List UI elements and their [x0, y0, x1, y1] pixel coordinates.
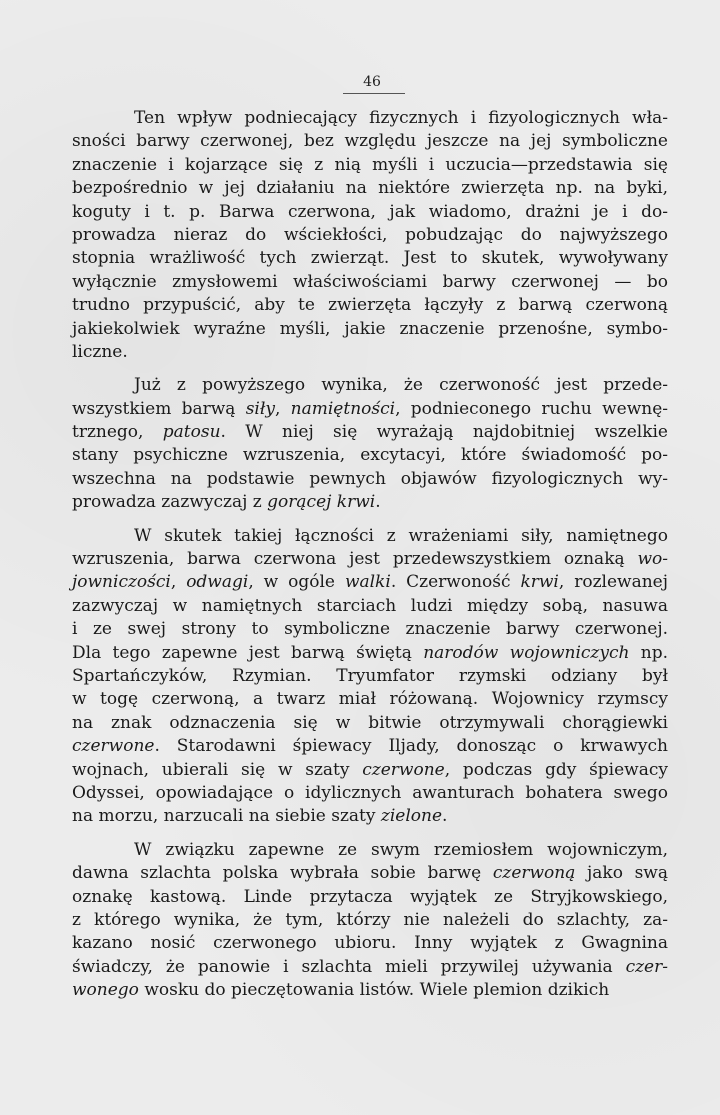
text-run: W związku zapewne ze swym rzemiosłem wojowniczym, — [134, 839, 668, 860]
text-run: stany psychiczne wzruszenia, excytacyi, które świadomość po- — [72, 445, 668, 466]
italic-text-run: wo- — [637, 549, 668, 570]
italic-text-run: zielone — [380, 806, 443, 827]
text-line — [72, 130, 668, 153]
text-line — [72, 201, 668, 224]
text-line — [72, 525, 668, 548]
header-rule — [343, 93, 405, 94]
text-run: Odyssei, opowiadające o idylicznych awanturach bohatera swego — [72, 782, 668, 803]
italic-text-run: czerwone — [72, 736, 155, 757]
text-run: , w ogóle — [248, 572, 345, 593]
italic-text-run: czerwone — [362, 759, 445, 780]
text-line — [72, 595, 668, 618]
text-run: Dla tego zapewne jest barwą świętą — [72, 642, 424, 663]
text-line — [72, 909, 668, 932]
text-run: . — [375, 492, 381, 513]
text-run: liczne. — [72, 341, 128, 362]
text-line — [72, 932, 668, 955]
text-run: , podnieconego ruchu wewnę- — [395, 398, 669, 419]
text-line — [72, 271, 668, 294]
text-run: z którego wynika, że tym, którzy nie należeli do szlachty, za- — [72, 909, 668, 930]
text-run: świadczy, że panowie i szlachta mieli przywilej używania — [72, 956, 626, 977]
text-line — [72, 318, 668, 341]
text-run: wszystkiem barwą — [72, 398, 246, 419]
text-line — [72, 862, 668, 885]
text-line — [72, 956, 668, 979]
text-line — [72, 839, 668, 862]
paragraph — [72, 839, 668, 1003]
text-line — [72, 735, 668, 758]
text-line — [72, 712, 668, 735]
text-run: W skutek takiej łączności z wrażeniami siły, namiętnego — [134, 525, 668, 546]
paragraph — [72, 107, 668, 364]
text-run: . — [442, 806, 448, 827]
text-run: Już z powyższego wynika, że czerwoność jest przede- — [134, 375, 668, 396]
paragraph — [72, 525, 668, 829]
text-line — [72, 571, 668, 594]
text-run: prowadza zazwyczaj z — [72, 492, 268, 513]
text-run: koguty i t. p. Barwa czerwona, jak wiadomo, drażni je i do- — [72, 201, 668, 222]
italic-text-run: siły — [245, 398, 275, 419]
italic-text-run: jowniczości — [72, 572, 171, 593]
text-run: jako swą — [575, 863, 668, 884]
text-line — [72, 294, 668, 317]
text-run: prowadza nieraz do wściekłości, pobudzając do najwyższego — [72, 224, 668, 245]
paragraph — [72, 374, 668, 514]
page-number: 46 — [363, 74, 381, 90]
italic-text-run: walki — [344, 572, 391, 593]
italic-text-run: odwagi — [186, 572, 249, 593]
text-run: wyłącznie zmysłowemi właściwościami barwy czerwonej — bo — [72, 271, 668, 292]
text-run: . Czerwoność — [390, 572, 521, 593]
text-line — [72, 177, 668, 200]
text-run: i ze swej strony to symboliczne znaczenie barwy czerwonej. — [72, 619, 668, 640]
text-run: dawna szlachta polska wybrała sobie barwę — [72, 863, 493, 884]
text-run: sności barwy czerwonej, bez względu jeszcze na jej symboliczne — [72, 131, 668, 152]
text-run: , — [170, 572, 187, 593]
text-line — [72, 421, 668, 444]
italic-text-run: czerwoną — [492, 863, 576, 884]
text-run: trznego, — [72, 422, 163, 443]
text-run: , rozlewanej — [558, 572, 668, 593]
text-line — [72, 374, 668, 397]
text-run: w togę czerwoną, a twarz miał różowaną. Wojownicy rzymscy — [72, 689, 668, 710]
text-run: trudno przypuścić, aby te zwierzęta łączyły z barwą czerwoną — [72, 295, 668, 316]
text-line — [72, 805, 668, 828]
text-line — [72, 224, 668, 247]
text-run: oznakę kastową. Linde przytacza wyjątek ze Stryjkowskiego, — [72, 886, 668, 907]
body-text — [72, 107, 668, 1002]
italic-text-run: gorącej krwi — [267, 492, 376, 513]
text-line — [72, 107, 668, 130]
text-line — [72, 688, 668, 711]
text-run: wzruszenia, barwa czerwona jest przedewszystkiem oznaką — [72, 549, 638, 570]
text-line — [72, 618, 668, 641]
text-line — [72, 341, 668, 364]
text-run: wosku do pieczętowania listów. Wiele plemion dzikich — [138, 980, 610, 1001]
italic-text-run: narodów wojowniczych — [423, 642, 630, 663]
text-line — [72, 782, 668, 805]
text-line — [72, 491, 668, 514]
text-run: na znak odznaczenia się w bitwie otrzymywali chorągiewki — [72, 712, 668, 733]
text-run: kazano nosić czerwonego ubioru. Inny wyjątek z Gwagnina — [72, 933, 668, 954]
text-line — [72, 886, 668, 909]
italic-text-run: czer- — [625, 956, 668, 977]
text-run: Ten wpływ podniecający fizycznych i fizyologicznych wła- — [134, 108, 668, 128]
text-run: znaczenie i kojarzące się z nią myśli i uczucia—przedstawia się — [72, 154, 668, 175]
text-line — [72, 154, 668, 177]
text-run: wszechna na podstawie pewnych objawów fizyologicznych wy- — [72, 468, 668, 489]
text-line — [72, 979, 668, 1002]
text-line — [72, 548, 668, 571]
text-run: . Starodawni śpiewacy Iljady, donosząc o krwawych — [154, 736, 668, 757]
text-line — [72, 759, 668, 782]
text-line — [72, 468, 668, 491]
text-run: , podczas gdy śpiewacy — [444, 759, 668, 780]
text-run: bezpośrednio w jej działaniu na niektóre zwierzęta np. na byki, — [72, 178, 668, 199]
text-run: Spartańczyków, Rzymian. Tryumfator rzymski odziany był — [72, 665, 668, 686]
text-run: na morzu, narzucali na siebie szaty — [72, 806, 381, 827]
text-line — [72, 665, 668, 688]
text-run: wojnach, ubierali się w szaty — [72, 759, 363, 780]
italic-text-run: namiętności — [290, 398, 396, 419]
text-line — [72, 247, 668, 270]
text-run: jakiekolwiek wyraźne myśli, jakie znaczenie przenośne, symbo- — [72, 318, 668, 339]
text-line — [72, 642, 668, 665]
text-run: zazwyczaj w namiętnych starciach ludzi między sobą, nasuwa — [72, 595, 668, 616]
italic-text-run: wonego — [72, 980, 139, 1001]
text-run: . W niej się wyrażają najdobitniej wszelkie — [220, 422, 668, 443]
italic-text-run: patosu — [162, 422, 221, 443]
text-line — [72, 398, 668, 421]
text-line — [72, 444, 668, 467]
text-run: np. — [629, 642, 668, 663]
italic-text-run: krwi — [520, 572, 559, 593]
text-run: , — [274, 398, 291, 419]
text-run: stopnia wrażliwość tych zwierząt. Jest to skutek, wywoływany — [72, 248, 668, 269]
